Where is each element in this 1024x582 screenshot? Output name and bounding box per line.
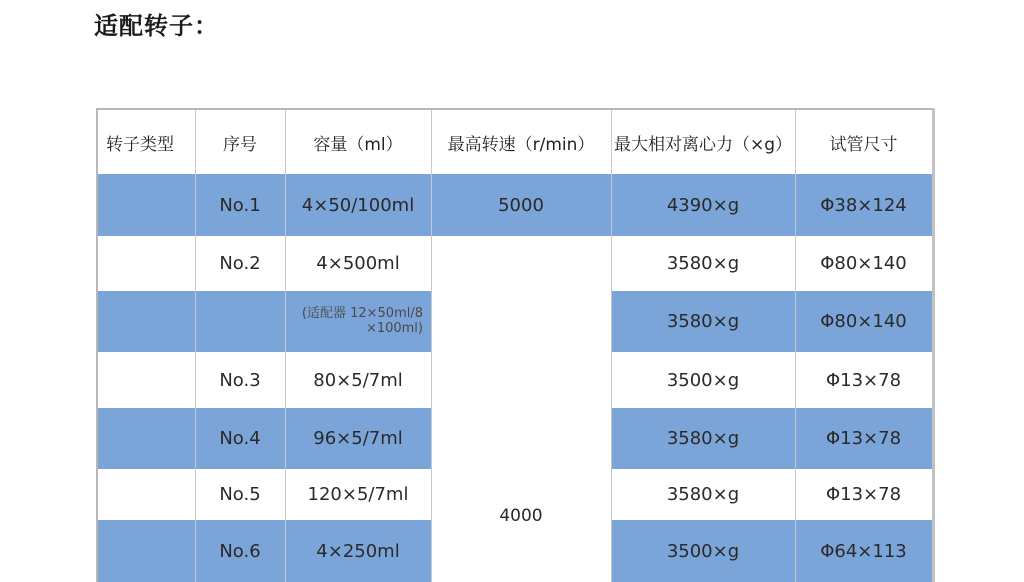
header-tube-size: 试管尺寸 <box>795 109 933 174</box>
max-rcf-cell: 3580×g <box>611 236 795 291</box>
header-capacity: 容量（ml） <box>285 109 431 174</box>
max-speed-merged-cell <box>431 236 611 582</box>
capacity-cell: 4×50/100ml <box>285 174 431 236</box>
rotor-type-cell <box>97 469 195 520</box>
tube-size-cell: Φ13×78 <box>795 352 933 408</box>
max-rcf-cell: 4390×g <box>611 174 795 236</box>
tube-size-cell: Φ64×113 <box>795 520 933 582</box>
serial-no-cell: No.4 <box>195 408 285 469</box>
max-speed-cell: 5000 <box>431 174 611 236</box>
max-speed-value: 4000 <box>499 506 543 526</box>
tube-size-cell: Φ80×140 <box>795 236 933 291</box>
header-max-speed: 最高转速（r/min） <box>431 109 611 174</box>
rotor-type-cell <box>97 352 195 408</box>
page-title: 适配转子： <box>94 12 219 40</box>
header-serial-no: 序号 <box>195 109 285 174</box>
table-header-row <box>97 109 933 174</box>
capacity-cell: 96×5/7ml <box>285 408 431 469</box>
max-rcf-cell: 3580×g <box>611 408 795 469</box>
rotor-type-cell <box>97 291 195 352</box>
header-max-rcf: 最大相对离心力（×g） <box>611 109 795 174</box>
rotor-spec-table <box>96 108 935 582</box>
capacity-cell <box>285 291 431 352</box>
serial-no-cell: No.6 <box>195 520 285 582</box>
max-rcf-cell: 3580×g <box>611 291 795 352</box>
max-rcf-cell: 3580×g <box>611 469 795 520</box>
tube-size-cell: Φ80×140 <box>795 291 933 352</box>
serial-no-cell: No.3 <box>195 352 285 408</box>
rotor-type-cell <box>97 236 195 291</box>
table-row <box>97 236 933 291</box>
max-rcf-cell: 3500×g <box>611 352 795 408</box>
table-row <box>97 174 933 236</box>
max-rcf-cell: 3500×g <box>611 520 795 582</box>
rotor-type-cell <box>97 408 195 469</box>
rotor-type-cell <box>97 174 195 236</box>
tube-size-cell: Φ38×124 <box>795 174 933 236</box>
adapter-note: (适配器 12×50ml/8 ×100ml) <box>301 306 423 336</box>
capacity-cell: 120×5/7ml <box>285 469 431 520</box>
capacity-cell: 80×5/7ml <box>285 352 431 408</box>
header-rotor-type: 转子类型 <box>97 109 195 174</box>
capacity-cell: 4×250ml <box>285 520 431 582</box>
tube-size-cell: Φ13×78 <box>795 469 933 520</box>
serial-no-cell <box>195 291 285 352</box>
rotor-type-cell <box>97 520 195 582</box>
capacity-cell: 4×500ml <box>285 236 431 291</box>
tube-size-cell: Φ13×78 <box>795 408 933 469</box>
serial-no-cell: No.5 <box>195 469 285 520</box>
serial-no-cell: No.2 <box>195 236 285 291</box>
serial-no-cell: No.1 <box>195 174 285 236</box>
